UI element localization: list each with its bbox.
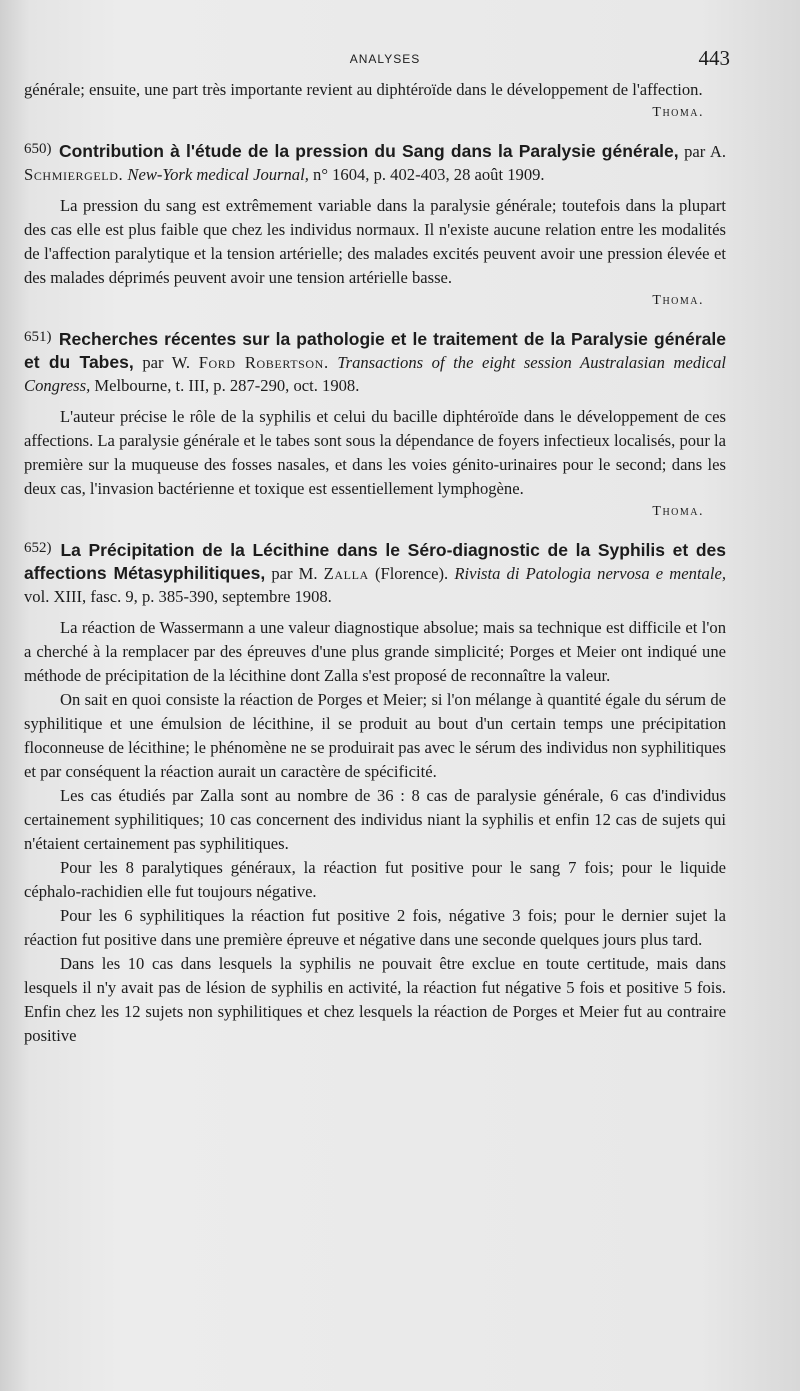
entry-details: n° 1604, p. 402-403, 28 août 1909. [313, 165, 545, 184]
entry-paragraph: Pour les 8 paralytiques généraux, la réaction fut positive pour le sang 7 fois; pour le liquide céphalo-rachidien elle fut toujours négative. [24, 858, 726, 901]
entry-paragraph: Les cas étudiés par Zalla sont au nombre de 36 : 8 cas de paralysie générale, 6 cas d'individus certainement syphilitiques; 10 cas concernent des individus niant la syphilis et enfin 12 cas de sujets qui n'étaient certainement pas syphilitiques. [24, 786, 726, 853]
entry-journal: New-York medical Journal, [127, 165, 309, 184]
entry-by: par W. [142, 353, 191, 372]
entry-author: Schmiergeld. [24, 165, 124, 184]
intro-signature: Thoma. [652, 105, 704, 120]
entry-journal-prefix: (Florence). [374, 564, 449, 583]
entry-by: par A. [684, 142, 726, 161]
entry-heading [24, 326, 726, 397]
entry-details: Melbourne, t. III, p. 287-290, oct. 1908. [94, 376, 360, 395]
entry-title: La Précipitation de la Lécithine dans le Séro-diagnostic de la Syphilis et des affections Métasyphilitiques, [24, 540, 726, 583]
abstract-entry-651 [24, 326, 726, 523]
page-header [40, 48, 730, 72]
entry-author: Zalla [323, 564, 369, 583]
entry-paragraph: Dans les 10 cas dans lesquels la syphilis ne pouvait être exclue en toute certitude, mais dans lesquels il n'y avait pas de lésion de syphilis en activité, la réaction fut négative 5 fois et positive 5 fois. Enfin chez les 12 sujets non syphilitiques et chez lesquels la réaction de Porges et Meier fut au contraire positive [24, 954, 726, 1045]
entry-by: par M. [271, 564, 318, 583]
entry-paragraph: La réaction de Wassermann a une valeur diagnostique absolue; mais sa technique est difficile et l'on a cherché à la remplacer par des épreuves d'une plus grande simplicité; Porges et Meier ont indiqué une méthode de précipitation de la lécithine dont Zalla s'est proposé de reconnaître la valeur. [24, 618, 726, 685]
entry-number: 652) [24, 540, 52, 556]
entry-journal: Rivista di Patologia nervosa e mentale, [454, 564, 726, 583]
page-body [24, 78, 726, 1048]
entry-paragraph: L'auteur précise le rôle de la syphilis et celui du bacille diphtéroïde dans le développement de ces affections. La paralysie générale et le tabes sont sous la dépendance de foyers infectieux localisés, pour la première sur la muqueuse des fosses nasales, et dans les voies génito-urinaires pour le second; dans les deux cas, l'invasion bactérienne et toxique est essentiellement lymphogène. [24, 407, 726, 498]
entry-number: 651) [24, 329, 52, 345]
entry-number: 650) [24, 141, 52, 157]
entry-paragraph: La pression du sang est extrêmement variable dans la paralysie générale; toutefois dans la plupart des cas elle est plus faible que chez les individus normaux. Il n'existe aucune relation entre les modalités de l'affection paralytique et la tension artérielle; des malades excités peuvent avoir une pression élevée et des malades déprimés peuvent avoir une tension artérielle basse. [24, 196, 726, 287]
abstract-entry-650 [24, 138, 726, 312]
entry-author: Ford Robertson. [198, 353, 329, 372]
entry-details: vol. XIII, fasc. 9, p. 385-390, septembre 1908. [24, 587, 332, 606]
entry-journal: Transactions of the eight session Australasian medical Congress, [24, 353, 727, 395]
running-head: ANALYSES [349, 52, 421, 66]
entry-heading [24, 138, 726, 186]
entry-signature: Thoma. [652, 504, 704, 519]
entry-title: Contribution à l'étude de la pression du Sang dans la Paralysie générale, [58, 141, 679, 161]
entry-heading [24, 537, 726, 608]
abstract-entry-652 [24, 537, 726, 1048]
entry-paragraph: On sait en quoi consiste la réaction de Porges et Meier; si l'on mélange à quantité égale du sérum de syphilitique et une émulsion de lécithine, il se produit au bout d'un certain temps une précipitation floconneuse de lécithine; le phénomène ne se produirait pas avec le sérum des individus non syphilitiques et par conséquent la réaction aurait un caractère de spécificité. [24, 690, 726, 781]
entry-signature: Thoma. [652, 293, 704, 308]
page-number: 443 [698, 46, 730, 70]
entry-title: Recherches récentes sur la pathologie et le traitement de la Paralysie générale et du Tabes, [24, 329, 726, 372]
entry-paragraph: Pour les 6 syphilitiques la réaction fut positive 2 fois, négative 3 fois; pour le dernier sujet la réaction fut positive dans une première épreuve et négative dans une seconde quelques jours plus tard. [24, 906, 726, 949]
intro-paragraph: générale; ensuite, une part très importante revient au diphtéroïde dans le développement de l'affection. [24, 80, 703, 99]
